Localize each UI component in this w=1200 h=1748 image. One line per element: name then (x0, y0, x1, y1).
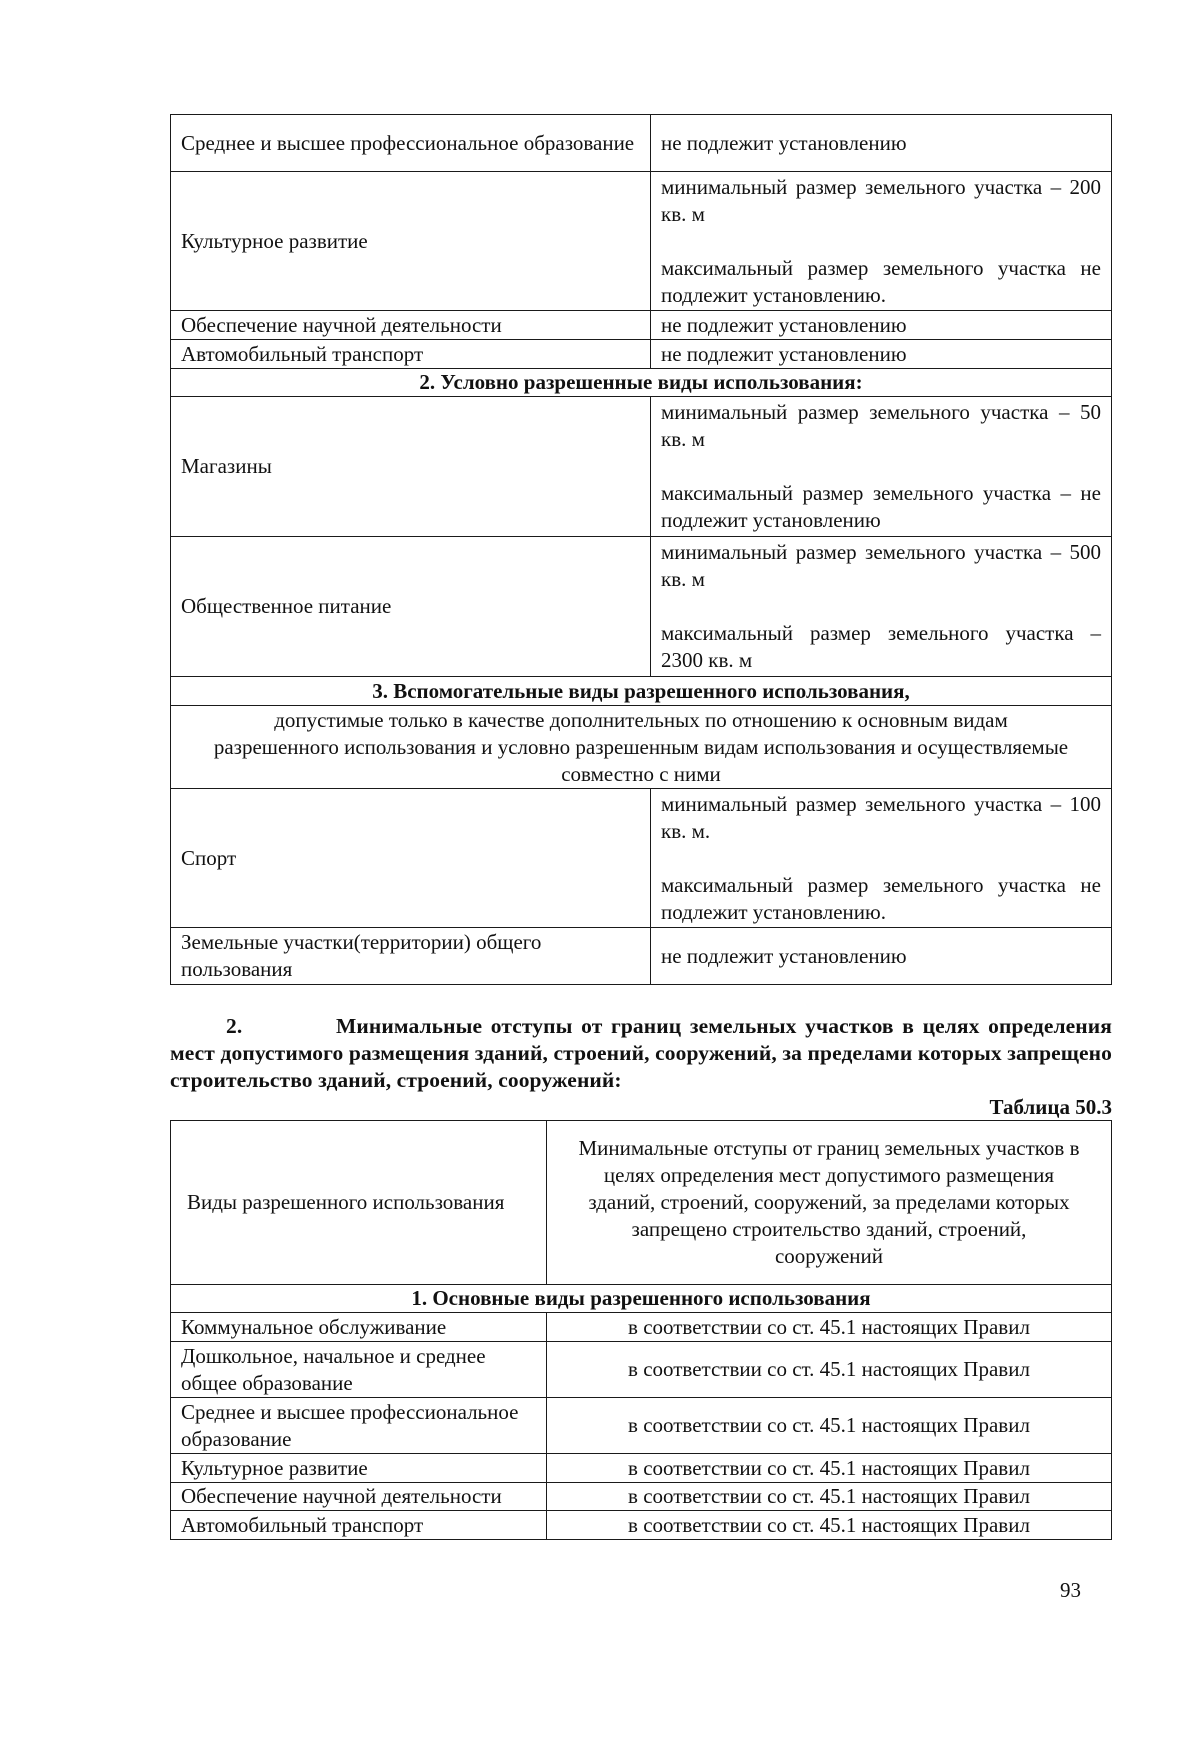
size-cell: не подлежит установлению (651, 928, 1112, 985)
section-header-row (171, 369, 1112, 397)
max-size-text: максимальный размер земельного участка не подлежит установлению. (661, 872, 1101, 924)
heading-text: Минимальные отступы от границ земельных участков в целях определения мест допустимого размещения зданий, строений, сооружений, за пределами которых запрещено строительство зданий, строений, сооружений: (170, 1014, 1112, 1092)
use-type-cell: Среднее и высшее профессиональное образование (171, 1398, 547, 1454)
table-row (171, 1511, 1112, 1540)
document-page (170, 114, 1112, 1540)
use-type-cell: Спорт (171, 789, 651, 928)
table-row (171, 397, 1112, 537)
size-cell (651, 789, 1112, 928)
table-row (171, 1313, 1112, 1342)
table-row (171, 172, 1112, 311)
setback-cell: в соответствии со ст. 45.1 настоящих Правил (547, 1313, 1112, 1342)
table-number: Таблица 50.3 (989, 1095, 1112, 1119)
use-type-cell: Земельные участки(территории) общего пользования (171, 928, 651, 985)
column-header-text-last: сооружений (774, 1244, 884, 1268)
min-size-text: минимальный размер земельного участка – 200 кв. м (661, 174, 1101, 226)
section-title: 1. Основные виды разрешенного использования (171, 1285, 1112, 1313)
table-row (171, 1398, 1112, 1454)
section-note: допустимые только в качестве дополнительных по отношению к основным видам разрешенного использования и условно разрешенным видам использования и осуществляемые совместно с ними (171, 706, 1112, 789)
min-size-text: минимальный размер земельного участка – 50 кв. м (661, 400, 1101, 451)
column-header (547, 1121, 1112, 1285)
table-row (171, 311, 1112, 340)
min-size-text: минимальный размер земельного участка – 500 кв. м (661, 540, 1101, 591)
min-size-text: минимальный размер земельного участка – 100 кв. м. (661, 791, 1101, 843)
column-header-text: Минимальные отступы от границ земельных участков в целях определения мест допустимого размещения зданий, строений, сооружений, за пределами которых запрещено строительство зданий, строений, (578, 1136, 1080, 1241)
table-row (171, 115, 1112, 172)
use-type-cell: Автомобильный транспорт (171, 340, 651, 369)
section-header-row (171, 1285, 1112, 1313)
setback-cell: в соответствии со ст. 45.1 настоящих Правил (547, 1483, 1112, 1511)
page-number: 93 (1060, 1578, 1081, 1602)
column-header: Виды разрешенного использования (171, 1121, 547, 1285)
use-type-cell: Обеспечение научной деятельности (171, 1483, 547, 1511)
section-header-row (171, 677, 1112, 706)
use-type-cell: Магазины (171, 397, 651, 537)
use-type-cell: Коммунальное обслуживание (171, 1313, 547, 1342)
use-type-cell: Культурное развитие (171, 1454, 547, 1483)
land-size-table (170, 114, 1112, 985)
setback-table (170, 1120, 1112, 1540)
setback-cell: в соответствии со ст. 45.1 настоящих Правил (547, 1454, 1112, 1483)
setback-cell: в соответствии со ст. 45.1 настоящих Правил (547, 1342, 1112, 1398)
use-type-cell: Культурное развитие (171, 172, 651, 311)
table-row (171, 340, 1112, 369)
section-note-row (171, 706, 1112, 789)
max-size-text: максимальный размер земельного участка – 2300 кв. м (661, 621, 1101, 672)
setback-cell: в соответствии со ст. 45.1 настоящих Правил (547, 1398, 1112, 1454)
size-cell (651, 172, 1112, 311)
max-size-text: максимальный размер земельного участка не подлежит установлению. (661, 255, 1101, 307)
use-type-cell: Автомобильный транспорт (171, 1511, 547, 1540)
use-type-cell: Обеспечение научной деятельности (171, 311, 651, 340)
max-size-text: максимальный размер земельного участка – не подлежит установлению (661, 481, 1101, 532)
size-cell (651, 537, 1112, 677)
table-row (171, 537, 1112, 677)
table-header-row (171, 1121, 1112, 1285)
size-cell: не подлежит установлению (651, 340, 1112, 369)
table-row (171, 1454, 1112, 1483)
use-type-cell: Общественное питание (171, 537, 651, 677)
section-title: 3. Вспомогательные виды разрешенного использования, (171, 677, 1112, 706)
size-cell: не подлежит установлению (651, 115, 1112, 172)
section-heading (170, 1013, 1112, 1094)
use-type-cell: Дошкольное, начальное и среднее общее образование (171, 1342, 547, 1398)
table-row (171, 928, 1112, 985)
table-row (171, 1342, 1112, 1398)
size-cell (651, 397, 1112, 537)
use-type-cell: Среднее и высшее профессиональное образование (171, 115, 651, 172)
size-cell: не подлежит установлению (651, 311, 1112, 340)
section-title: 2. Условно разрешенные виды использования: (171, 369, 1112, 397)
heading-number: 2. (226, 1014, 243, 1038)
table-row (171, 789, 1112, 928)
setback-cell: в соответствии со ст. 45.1 настоящих Правил (547, 1511, 1112, 1540)
table-row (171, 1483, 1112, 1511)
